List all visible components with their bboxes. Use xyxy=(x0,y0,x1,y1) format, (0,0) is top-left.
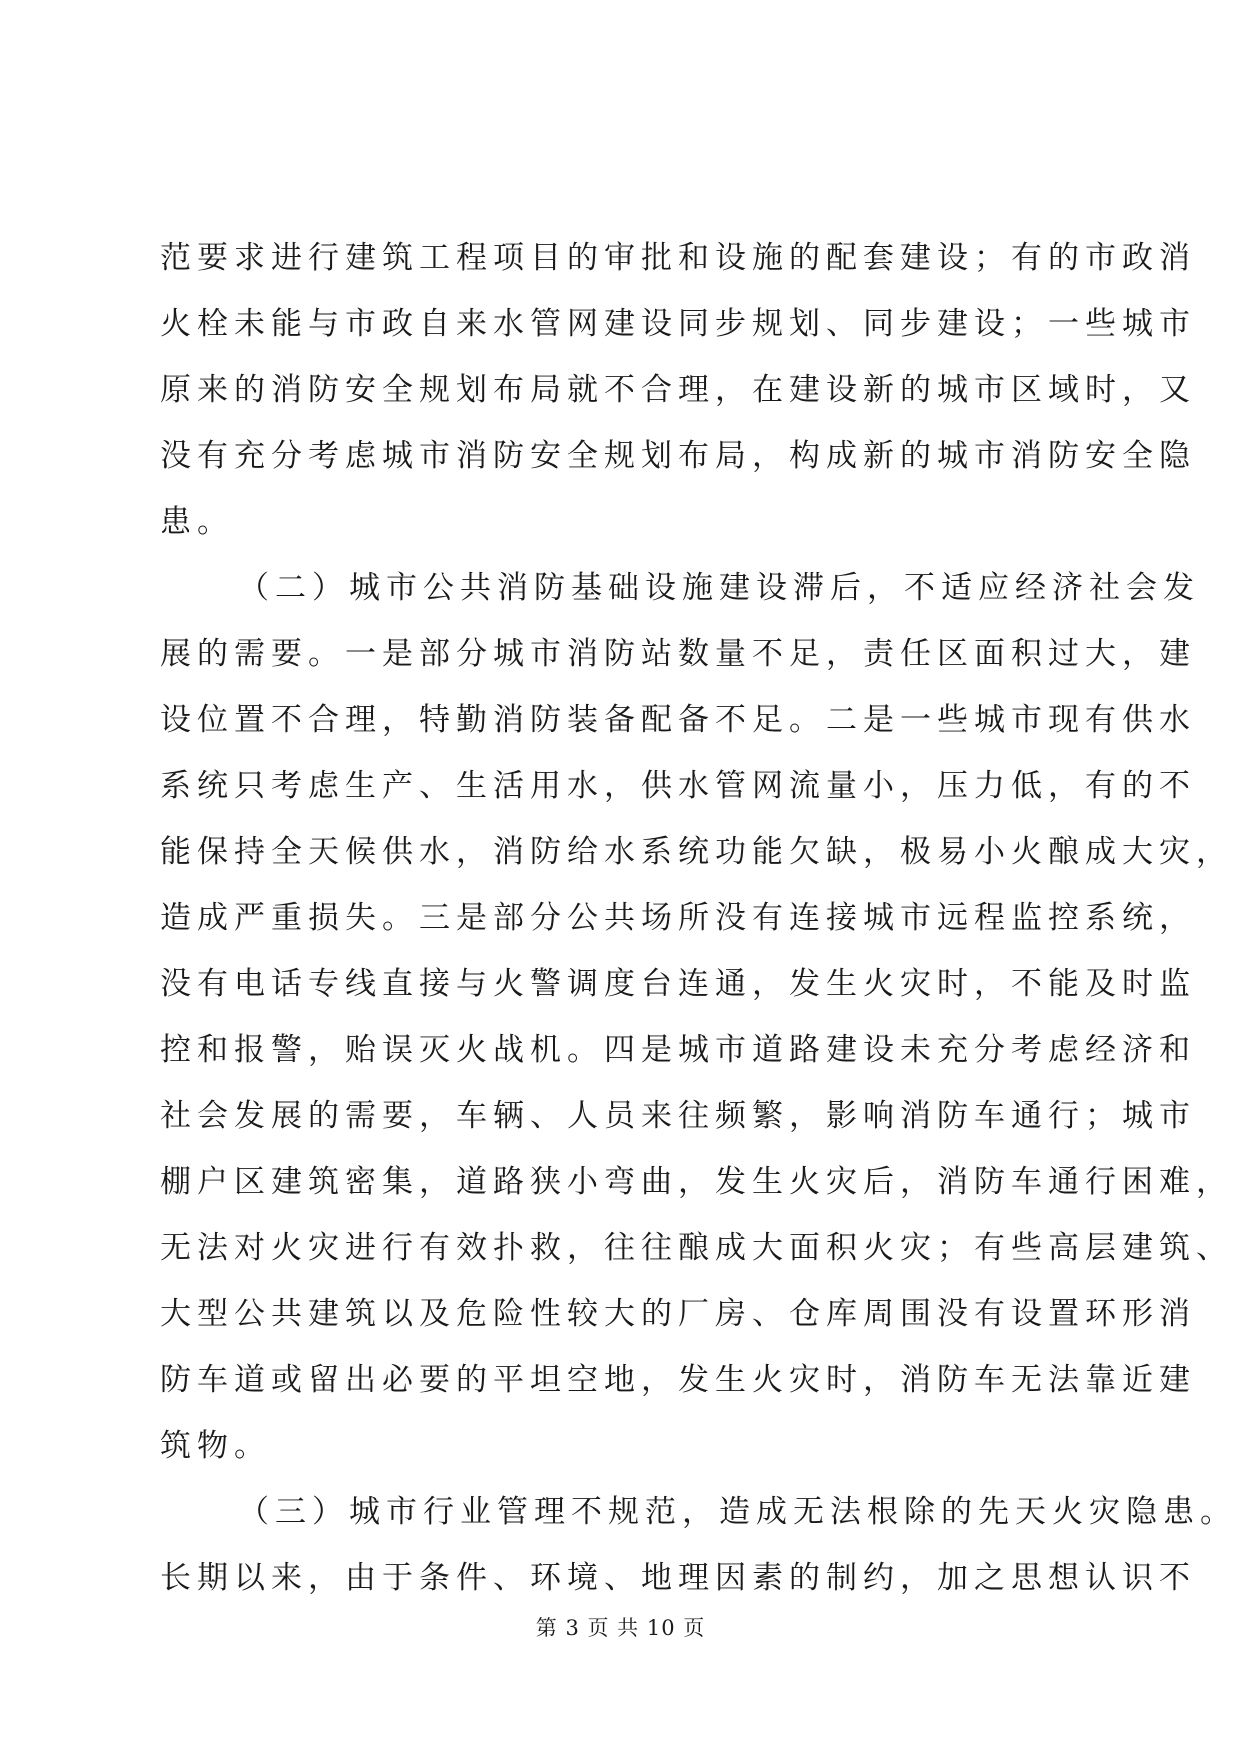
text-line: 原来的消防安全规划布局就不合理，在建设新的城市区域时，又 xyxy=(160,372,1196,408)
text-line: 无法对火灾进行有效扑救，往往酿成大面积火灾；有些高层建筑、 xyxy=(160,1230,1233,1266)
page-footer: 第 3 页 共 10 页 xyxy=(535,1616,706,1640)
text-line: 范要求进行建筑工程项目的审批和设施的配套建设；有的市政消 xyxy=(160,240,1196,276)
text-line: 防车道或留出必要的平坦空地，发生火灾时，消防车无法靠近建 xyxy=(160,1362,1196,1398)
text-line: 大型公共建筑以及危险性较大的厂房、仓库周围没有设置环形消 xyxy=(160,1296,1196,1332)
text-line: 造成严重损失。三是部分公共场所没有连接城市远程监控系统， xyxy=(160,900,1196,936)
text-line: 火栓未能与市政自来水管网建设同步规划、同步建设；一些城市 xyxy=(160,306,1196,342)
text-line: 长期以来，由于条件、环境、地理因素的制约，加之思想认识不 xyxy=(160,1560,1196,1596)
text-line: 社会发展的需要，车辆、人员来往频繁，影响消防车通行；城市 xyxy=(160,1098,1196,1134)
text-line: 能保持全天候供水，消防给水系统功能欠缺，极易小火酿成大灾， xyxy=(160,834,1233,870)
text-line: （三）城市行业管理不规范，造成无法根除的先天火灾隐患。 xyxy=(238,1494,1237,1530)
text-line: 系统只考虑生产、生活用水，供水管网流量小，压力低，有的不 xyxy=(160,768,1196,804)
text-line: 展的需要。一是部分城市消防站数量不足，责任区面积过大，建 xyxy=(160,636,1196,672)
text-line: 筑物。 xyxy=(160,1428,271,1464)
text-line: 控和报警，贻误灭火战机。四是城市道路建设未充分考虑经济和 xyxy=(160,1032,1196,1068)
text-line: （二）城市公共消防基础设施建设滞后，不适应经济社会发 xyxy=(238,570,1200,606)
text-line: 棚户区建筑密集，道路狭小弯曲，发生火灾后，消防车通行困难， xyxy=(160,1164,1233,1200)
document-body xyxy=(160,225,1237,1611)
text-line: 患。 xyxy=(160,504,234,540)
text-line: 设位置不合理，特勤消防装备配备不足。二是一些城市现有供水 xyxy=(160,702,1196,738)
text-line: 没有充分考虑城市消防安全规划布局，构成新的城市消防安全隐 xyxy=(160,438,1196,474)
text-line: 没有电话专线直接与火警调度台连通，发生火灾时，不能及时监 xyxy=(160,966,1196,1002)
